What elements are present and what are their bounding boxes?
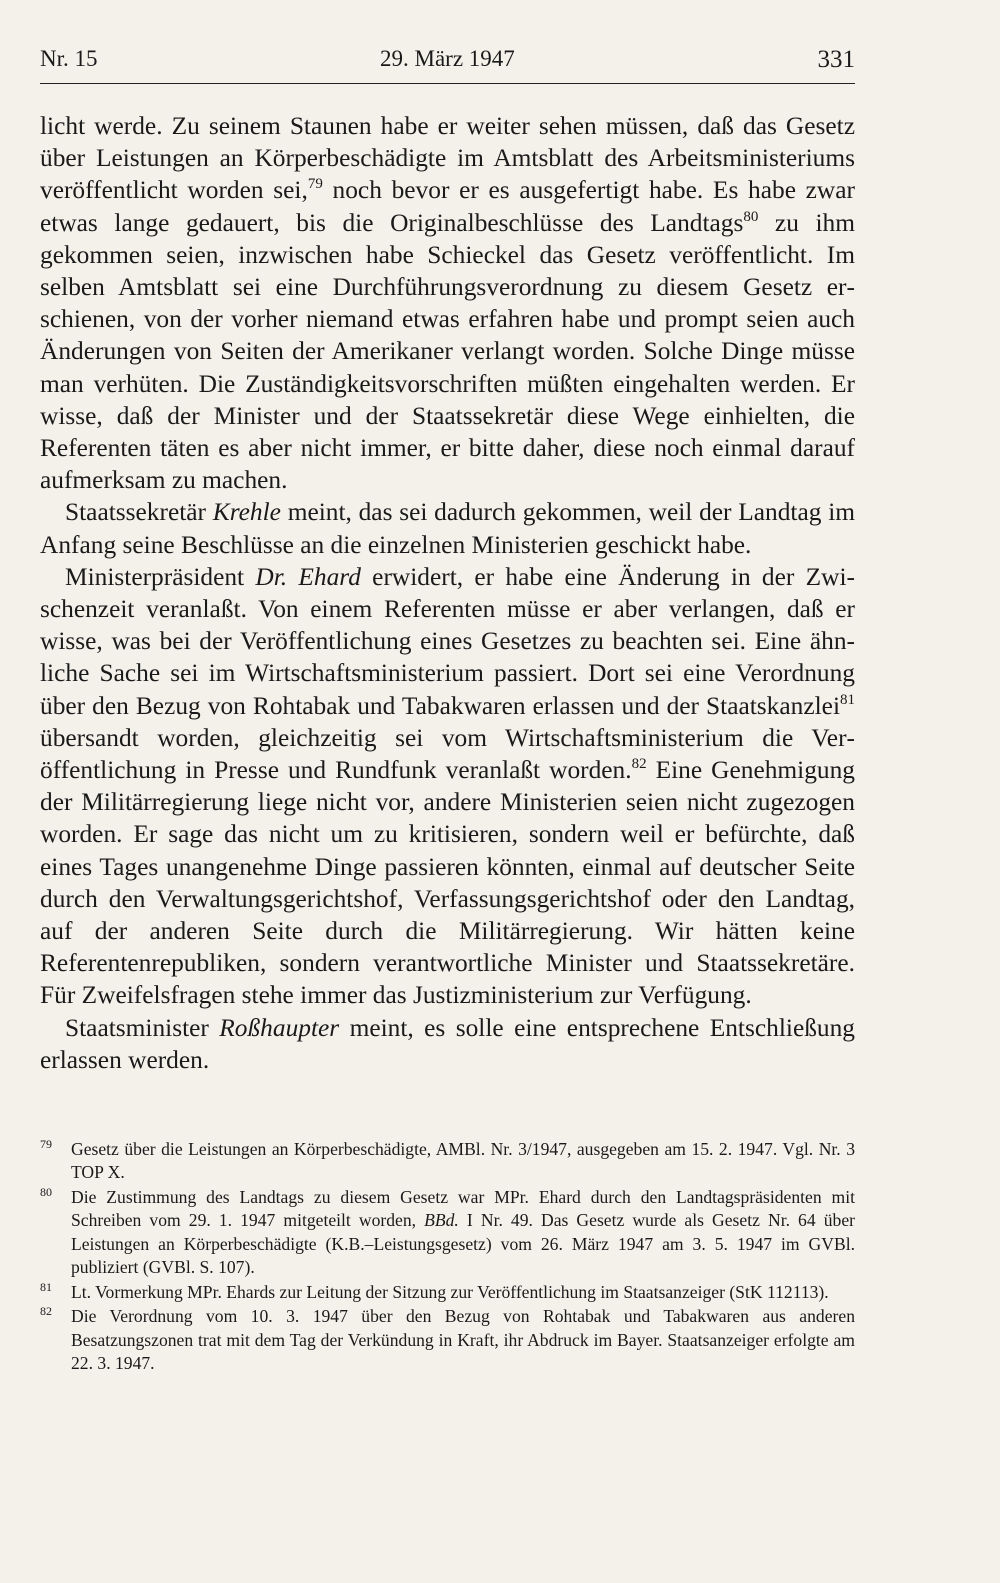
footnote-reference: 81 <box>840 691 855 708</box>
text-run: Gesetz über die Leistungen an Körperbeschädigte, AMBl. Nr. 3/1947, ausgegeben am 15. 2. 1947. Vgl. Nr. 3 TOP X. <box>71 1139 855 1183</box>
footnote-reference: 80 <box>743 208 759 225</box>
text-run: Staatssekretär <box>65 498 213 527</box>
footnote <box>40 1138 855 1185</box>
document-page <box>40 0 855 1583</box>
footnote-number: 80 <box>40 1185 52 1199</box>
speaker-name: BBd. <box>424 1210 459 1231</box>
body-text <box>40 110 855 1076</box>
text-run: noch bevor er es ausgefertigt habe. Es habe zwar etwas lange gedauert, bis die Originalbeschlüsse des Landtags <box>40 176 855 237</box>
footnote-reference: 79 <box>307 176 323 193</box>
text-run: meint, das sei dadurch gekommen, weil der Landtag im Anfang seine Beschlüsse an die einzelnen Ministerien geschickt habe. <box>40 498 856 559</box>
footnote-number: 81 <box>40 1279 52 1294</box>
paragraph <box>40 110 855 496</box>
text-run: Die Zustimmung des Landtags zu diesem Gesetz war MPr. Ehard durch den Landtagspräsidenten mit Schreiben vom 29. 1. 1947 mitgeteilt worden, <box>71 1187 855 1231</box>
speaker-name: Krehle <box>212 498 281 527</box>
footnotes <box>40 1138 855 1377</box>
text-run: licht werde. Zu seinem Staunen habe er weiter sehen müssen, daß das Gesetz über Leistungen an Körperbeschädigte im Amtsblatt des Arbeitsministeriums veröffentlicht worden sei, <box>40 112 855 205</box>
text-run: meint, es solle eine entsprechene Entschließung erlassen werden. <box>40 1013 855 1074</box>
footnote <box>40 1281 855 1304</box>
document-date: 29. März 1947 <box>380 46 515 71</box>
document-number: Nr. 15 <box>40 46 98 71</box>
text-run: Staatsminister <box>65 1013 220 1042</box>
footnote <box>40 1186 855 1280</box>
text-run: Die Verordnung vom 10. 3. 1947 über den Bezug von Rohtabak und Tabakwaren aus anderen Besatzungszonen trat mit dem Tag der Verkündung in Kraft, ihr Abdruck im Bayer. Staatsanzeiger erfolgte am 22. 3. 1947. <box>71 1306 855 1374</box>
text-run: zu ihm gekommen seien, inzwischen habe Schieckel das Gesetz veröffentlicht. Im selben Amtsblatt sei eine Durchführungsverordnung zu diesem Gesetz erschienen, von der vorher niemand etwas erfahren habe und prompt seien auch Änderungen von Seiten der Amerikaner verlangt worden. Solche Dinge müsse man verhüten. Die Zuständigkeitsvorschriften müßten eingehalten werden. Er wisse, daß der Minister und der Staatssekretär diese Wege einhielten, die Referenten täten es aber nicht immer, er bitte daher, diese noch einmal darauf aufmerksam zu machen. <box>40 208 855 495</box>
speaker-name: Dr. Ehard <box>255 562 361 591</box>
paragraph <box>40 496 855 560</box>
text-run: erwidert, er habe eine Änderung in der Zwischenzeit veranlaßt. Von einem Referenten müsse er aber verlangen, daß er wisse, was bei der Veröffentlichung eines Gesetzes zu beachten sei. Eine ähnliche Sache sei im Wirtschaftsministerium passiert. Dort sei eine Verordnung über den Bezug von Rohtabak und Tabakwaren erlassen und der Staatskanzlei <box>40 562 855 720</box>
text-run: Eine Genehmigung der Militärregierung liege nicht vor, andere Ministerien seien nicht zugezogen worden. Er sage das nicht um zu kritisieren, sondern weil er befürchte, daß eines Tages unangenehme Dinge passieren könnten, einmal auf deutscher Seite durch den Verwaltungsgerichtshof, Verfassungsgerichtshof oder den Landtag, auf der anderen Seite durch die Militärregierung. Wir hätten keine Referentenrepubliken, sondern verantwortliche Minister und Staatssekretäre. Für Zweifelsfragen stehe immer das Justizministerium zur Verfügung. <box>40 756 856 1010</box>
text-run: übersandt worden, gleichzeitig sei vom Wirtschaftsministerium die Veröffentlichung in Presse und Rundfunk veranlaßt worden. <box>40 723 855 785</box>
footnote <box>40 1305 855 1375</box>
footnote-reference: 82 <box>631 756 647 773</box>
page-number: 331 <box>817 46 855 73</box>
footnote-number: 79 <box>40 1137 52 1151</box>
speaker-name: Roßhaupter <box>219 1013 340 1042</box>
text-run: I Nr. 49. Das Gesetz wurde als Gesetz Nr. 64 über Leistungen an Körperbeschädigte (K.B.–Leistungsgesetz) vom 26. März 1947 am 3. 5. 1947 im GVBl. publiziert (GVBl. S. 107). <box>71 1210 855 1278</box>
text-run: Ministerpräsident <box>65 562 256 591</box>
header-rule <box>40 83 855 84</box>
paragraph <box>40 1012 855 1076</box>
paragraph <box>40 561 855 1012</box>
text-run: Lt. Vormerkung MPr. Ehards zur Leitung der Sitzung zur Veröffentlichung im Staatsanzeiger (StK 112113). <box>71 1281 829 1302</box>
running-head <box>40 46 855 86</box>
footnote-number: 82 <box>40 1304 52 1319</box>
